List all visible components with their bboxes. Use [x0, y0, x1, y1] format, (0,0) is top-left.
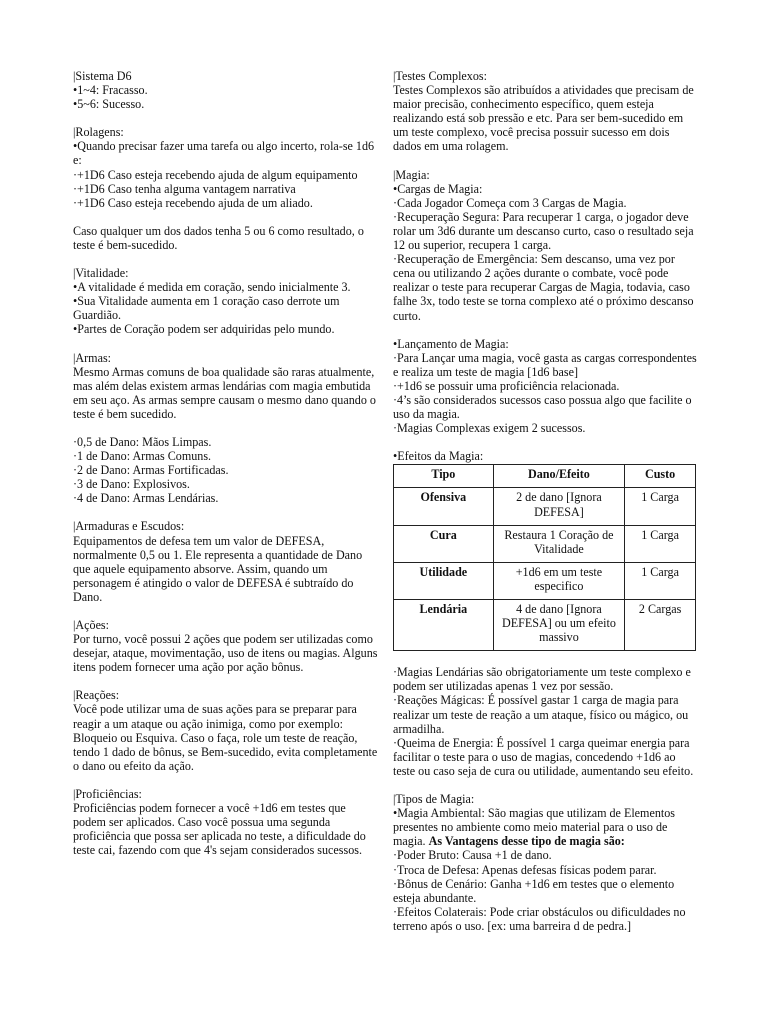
- table-cell-tipo: Lendária: [394, 600, 494, 651]
- paragraph-qualquer: Caso qualquer um dos dados tenha 5 ou 6 como resultado, o teste é bem-sucedido.: [73, 223, 364, 252]
- paragraph: Mesmo Armas comuns de boa qualidade são raras atualmente, mas além delas existem armas lendárias com magia embutida em seu aço. As armas sempre causam o mesmo dano quando o teste é bem sucedido.: [73, 364, 376, 421]
- table-header: Custo: [625, 465, 696, 488]
- text-line: •5~6: Sucesso.: [73, 97, 145, 112]
- text-line: •Cargas de Magia:: [393, 181, 483, 196]
- text-line: ·Queima de Energia: É possível 1 carga queimar energia para facilitar o teste para o uso de magias, concedendo +1d6 ao teste ou caso seja de cura ou utilidade, aumentando seu efeito.: [393, 735, 694, 778]
- table-cell-tipo: Cura: [394, 525, 494, 562]
- section-reacoes: [73, 688, 378, 773]
- paragraph: Você pode utilizar uma de suas ações para se preparar para reagir a um ataque ou ação inimiga, como por exemplo: Bloqueio ou Esquiva. Caso o faça, role um teste de reação, tendo 1 dado de bônus, se Bem-sucedido, evita completamente o dano ou efeito da ação.: [73, 702, 378, 773]
- paragraph: Proficiências podem fornecer a você +1d6 em testes que podem ser aplicados. Caso você possua uma segunda proficiência que possa ser aplicada no teste, a dificuldade do teste cai, fazendo com que 4's sejam considerados sucessos.: [73, 801, 366, 858]
- paragraph: Equipamentos de defesa tem um valor de DEFESA, normalmente 0,5 ou 1. Ele representa a quantidade de Dano que aquele equipamento absorve. Assim, quando um personagem é atingido o valor de DEFESA é subtraído do Dano.: [73, 533, 363, 604]
- efeitos-table: [393, 464, 696, 651]
- list-item: ·4 de Dano: Armas Lendárias.: [73, 491, 219, 506]
- text-line: ·+1D6 Caso esteja recebendo ajuda de algum equipamento: [73, 167, 358, 182]
- section-dano-list: [73, 435, 378, 505]
- paragraph: Por turno, você possui 2 ações que podem ser utilizadas como desejar, ataque, movimentação, uso de itens ou magias. Alguns itens podem fornecer uma ação por ação bônus.: [73, 632, 378, 675]
- text-line: •Quando precisar fazer uma tarefa ou algo incerto, rola-se 1d6 e:: [73, 139, 375, 168]
- table-cell-tipo: Utilidade: [394, 562, 494, 599]
- list-item: ·Efeitos Colaterais: Pode criar obstáculos ou dificuldades no terreno após o uso. [ex: uma barreira d de pedra.]: [393, 904, 686, 933]
- heading-armas: |Armas:: [73, 350, 112, 365]
- section-testes-complexos: [393, 69, 698, 154]
- list-item: ·0,5 de Dano: Mãos Limpas.: [73, 434, 212, 449]
- list-item: ·2 de Dano: Armas Fortificadas.: [73, 463, 229, 478]
- paragraph: Testes Complexos são atribuídos a atividades que precisam de maior precisão, conhecimento específico, quem esteja realizando está sob pressão e etc. Para ser bem-sucedido em um teste complexo, você precisa possuir sucesso em dois dados em uma rolagem.: [393, 83, 694, 154]
- heading-rolagens: |Rolagens:: [73, 125, 124, 140]
- table-cell-efeito: 2 de dano [Ignora DEFESA]: [493, 488, 625, 525]
- heading-reacoes: |Reações:: [73, 688, 120, 703]
- table-header: Tipo: [394, 465, 494, 488]
- text-line: •Partes de Coração podem ser adquiridas pelo mundo.: [73, 322, 335, 337]
- table-cell-efeito: 4 de dano [Ignora DEFESA] ou um efeito massivo: [493, 600, 625, 651]
- section-tipos-de-magia: [393, 792, 698, 933]
- section-sistema-d6: [73, 69, 378, 111]
- heading-efeitos: •Efeitos da Magia:: [393, 449, 484, 464]
- heading-vitalidade: |Vitalidade:: [73, 266, 129, 281]
- heading-acoes: |Ações:: [73, 618, 110, 632]
- table-row: [394, 488, 696, 525]
- section-armas: [73, 351, 378, 421]
- text-line: ·+1D6 Caso tenha alguma vantagem narrativa: [73, 181, 296, 196]
- section-vitalidade: [73, 266, 378, 336]
- text-line: ·Recuperação de Emergência: Sem descanso, uma vez por cena ou utilizando 2 ações durante o combate, você pode realizar o teste para recuperar Cargas de Magia, todavia, caso falhe 3x, todo teste se torna complexo até o próximo descanso curto.: [393, 252, 694, 323]
- list-item: ·3 de Dano: Explosivos.: [73, 477, 190, 492]
- section-lancamento: [393, 337, 698, 436]
- text-line: ·+1d6 se possuir uma proficiência relacionada.: [393, 378, 620, 393]
- section-proficiencias: [73, 787, 378, 857]
- table-header: Dano/Efeito: [493, 465, 625, 488]
- table-cell-custo: 2 Cargas: [625, 600, 696, 651]
- text-line: •1~4: Fracasso.: [73, 83, 148, 98]
- heading-lancamento: •Lançamento de Magia:: [393, 336, 509, 351]
- section-magia: [393, 168, 698, 323]
- right-column: [393, 69, 698, 933]
- heading-proficiencias: |Proficiências:: [73, 786, 142, 801]
- text-line: •Sua Vitalidade aumenta em 1 coração caso derrote um Guardião.: [73, 294, 340, 323]
- list-item: ·Bônus de Cenário: Ganha +1d6 em testes que o elemento esteja abundante.: [393, 876, 675, 905]
- table-cell-tipo: Ofensiva: [394, 488, 494, 525]
- heading-tipos: |Tipos de Magia:: [393, 792, 475, 807]
- list-item: ·Poder Bruto: Causa +1 de dano.: [393, 848, 552, 863]
- text-line: ·Recuperação Segura: Para recuperar 1 carga, o jogador deve rolar um 3d6 durante um descanso curto, caso o resultado seja 12 ou superior, recupera 1 carga.: [393, 209, 694, 253]
- table-row: [394, 600, 696, 651]
- section-notas: [393, 665, 698, 778]
- table-cell-efeito: +1d6 em um teste especifico: [493, 562, 625, 599]
- ambiental-text: •Magia Ambiental: São magias que utilizam de Elementos presentes no ambiente como meio material para o uso de magia.: [393, 806, 675, 849]
- table-header-row: [394, 465, 696, 488]
- table-cell-custo: 1 Carga: [625, 525, 696, 562]
- left-column: [73, 69, 378, 857]
- text-line: ·Reações Mágicas: É possível gastar 1 carga de magia para realizar um teste de reação a um ataque, físico ou mágico, ou armadilha.: [393, 693, 689, 736]
- vantagens-bold: As Vantagens desse tipo de magia são:: [428, 834, 625, 849]
- table-row: [394, 562, 696, 599]
- table-cell-custo: 1 Carga: [625, 562, 696, 599]
- text-line: ·Para Lançar uma magia, você gasta as cargas correspondentes e realiza um teste de magia [1d6 base]: [393, 350, 697, 379]
- heading-armaduras: |Armaduras e Escudos:: [73, 519, 185, 534]
- text-line: •A vitalidade é medida em coração, sendo inicialmente 3.: [73, 280, 351, 295]
- table-cell-custo: 1 Carga: [625, 488, 696, 525]
- text-line: ·Magias Complexas exigem 2 sucessos.: [393, 421, 586, 436]
- heading-testes: |Testes Complexos:: [393, 69, 487, 83]
- text-line: ·Magias Lendárias são obrigatoriamente um teste complexo e podem ser utilizadas apenas 1 vez por sessão.: [393, 665, 691, 694]
- heading-magia: |Magia:: [393, 167, 430, 182]
- table-cell-efeito: Restaura 1 Coração de Vitalidade: [493, 525, 625, 562]
- table-row: [394, 525, 696, 562]
- section-acoes: [73, 618, 378, 674]
- section-rolagens: [73, 125, 378, 210]
- paragraph-ambiental: [393, 806, 698, 848]
- text-line: ·+1D6 Caso esteja recebendo ajuda de um aliado.: [73, 195, 313, 210]
- text-line: ·Cada Jogador Começa com 3 Cargas de Magia.: [393, 195, 627, 210]
- section-armaduras: [73, 519, 378, 604]
- text-line: ·4’s são considerados sucessos caso possua algo que facilite o uso da magia.: [393, 392, 692, 422]
- list-item: ·Troca de Defesa: Apenas defesas físicas podem parar.: [393, 862, 657, 877]
- heading-sistema: |Sistema D6: [73, 69, 132, 83]
- list-item: ·1 de Dano: Armas Comuns.: [73, 449, 212, 464]
